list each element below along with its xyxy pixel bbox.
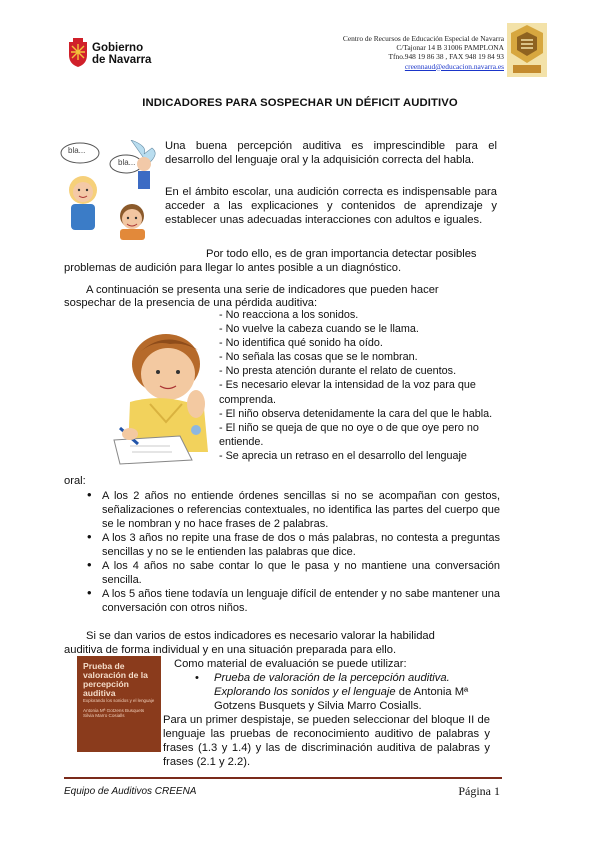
- intro-paragraph-4-line2: sospechar de la presencia de una pérdida auditiva:: [64, 297, 318, 309]
- org-name-line2: de Navarra: [92, 54, 152, 66]
- indicator-item: - No vuelve la cabeza cuando se le llama.: [219, 323, 419, 336]
- indicator-item: - Es necesario elevar la intensidad de la voz para que comprenda.: [219, 379, 476, 406]
- page-title: INDICADORES PARA SOSPECHAR UN DÉFICIT AUDITIVO: [142, 97, 458, 109]
- footer-rule: [64, 777, 502, 779]
- closing-line-3: Como material de evaluación se puede utilizar:: [174, 658, 407, 670]
- intro-paragraph-4-line1: A continuación se presenta una serie de indicadores que pueden hacer: [86, 284, 439, 296]
- page-number: Página 1: [458, 784, 500, 798]
- org-name-line1: Gobierno: [92, 42, 144, 54]
- indicator-item: - No reacciona a los sonidos.: [219, 309, 359, 321]
- book-subtitle: Explorando los sonidos y el lenguaje: [83, 698, 155, 703]
- evaluation-material-item: [195, 671, 500, 713]
- list-item: • A los 5 años tiene todavía un lenguaje difícil de entender y no sabe mantener una conversación con otros niños.: [76, 587, 500, 615]
- list-item: • A los 2 años no entiende órdenes sencillas si no se acompañan con gestos, señalizaciones o referencias contextuales, no identifica las partes del cuerpo que se le nombran y no hace frases de 2 palabras.: [76, 489, 500, 531]
- navarra-shield-icon: [67, 38, 89, 68]
- closing-line-2: auditiva de forma individual y en una situación preparada para ello.: [64, 644, 397, 656]
- center-email-link[interactable]: creennaud@educacion.navarra.es: [404, 61, 504, 71]
- indicator-item: - El niño observa detenidamente la cara del que le habla.: [219, 407, 493, 420]
- oral-label: oral:: [64, 475, 86, 487]
- footer-team: Equipo de Auditivos CREENA: [64, 786, 197, 797]
- material-title: Prueba de valoración de la percepción auditiva. Explorando los sonidos y el lenguaje: [214, 672, 450, 698]
- book-cover-image: [77, 656, 161, 752]
- intro-paragraph-1: Una buena percepción auditiva es imprescindible para el desarrollo del lenguaje oral y la adquisición correcta del habla.: [165, 140, 497, 166]
- bullet-icon: •: [195, 672, 199, 684]
- book-authors: Antonia Mª Gotzens Busquets Silvia Marro Cosialls: [83, 708, 145, 719]
- indicator-item: - El niño se queja de que no oye o de que oye pero no entiende.: [219, 421, 479, 448]
- intro-paragraph-2: En el ámbito escolar, una audición correcta es indispensable para acceder a las explicaciones y contenidos de aprendizaje y establecer unas adecuadas interacciones con adultos e iguales.: [165, 186, 497, 226]
- center-name: Centro de Recursos de Educación Especial de Navarra: [342, 34, 504, 43]
- children-talking-illustration: [56, 140, 159, 240]
- indicator-item: - No señala las cosas que se le nombran.: [219, 351, 418, 364]
- creena-emblem-icon: [507, 23, 547, 77]
- age-indicators-list: [76, 489, 500, 615]
- closing-line-1: Si se dan varios de estos indicadores es necesario valorar la habilidad: [86, 630, 435, 642]
- intro-paragraph-3-line2: problemas de audición para llegar lo antes posible a un diagnóstico.: [64, 262, 402, 274]
- center-address: C/Tajonar 14 B 31006 PAMPLONA: [396, 43, 504, 53]
- creena-logo: [507, 23, 547, 77]
- indicator-item: - No identifica qué sonido ha oído.: [219, 337, 383, 350]
- indicator-item: - No presta atención durante el relato de cuentos.: [219, 365, 457, 378]
- indicators-list: [219, 308, 504, 463]
- list-item: • A los 4 años no sabe contar lo que le pasa y no mantiene una conversación sencilla.: [76, 559, 500, 587]
- center-contact-info: [343, 34, 504, 71]
- closing-final-paragraph: Para un primer despistaje, se pueden seleccionar del bloque II de lenguaje las pruebas de reconocimiento auditivo de palabras y frases (1.3 y 1.4) y las de discriminación auditiva de palabras y frases (2.1 y 2.2).: [163, 714, 490, 768]
- speech-bubble-1: bla...: [68, 146, 86, 155]
- material-authors: de Antonia Mª Gotzens Busquets y Silvia Marro Cosialls.: [214, 686, 469, 712]
- list-item: • A los 3 años no repite una frase de dos o más palabras, no contesta a preguntas sencillas y no se le entienden las palabras que dice.: [76, 531, 500, 559]
- boy-studying-illustration: [100, 312, 216, 472]
- intro-paragraph-3-line1: Por todo ello, es de gran importancia detectar posibles: [206, 248, 477, 260]
- org-name: [92, 42, 151, 66]
- government-logo: [67, 38, 89, 68]
- indicator-item: - Se aprecia un retraso en el desarrollo del lenguaje: [219, 449, 467, 462]
- center-phone: Tfno.948 19 86 38 , FAX 948 19 84 93: [388, 52, 504, 62]
- book-title: Prueba de valoración de la percepción auditiva: [83, 661, 148, 698]
- speech-bubble-2: bla...: [118, 158, 136, 167]
